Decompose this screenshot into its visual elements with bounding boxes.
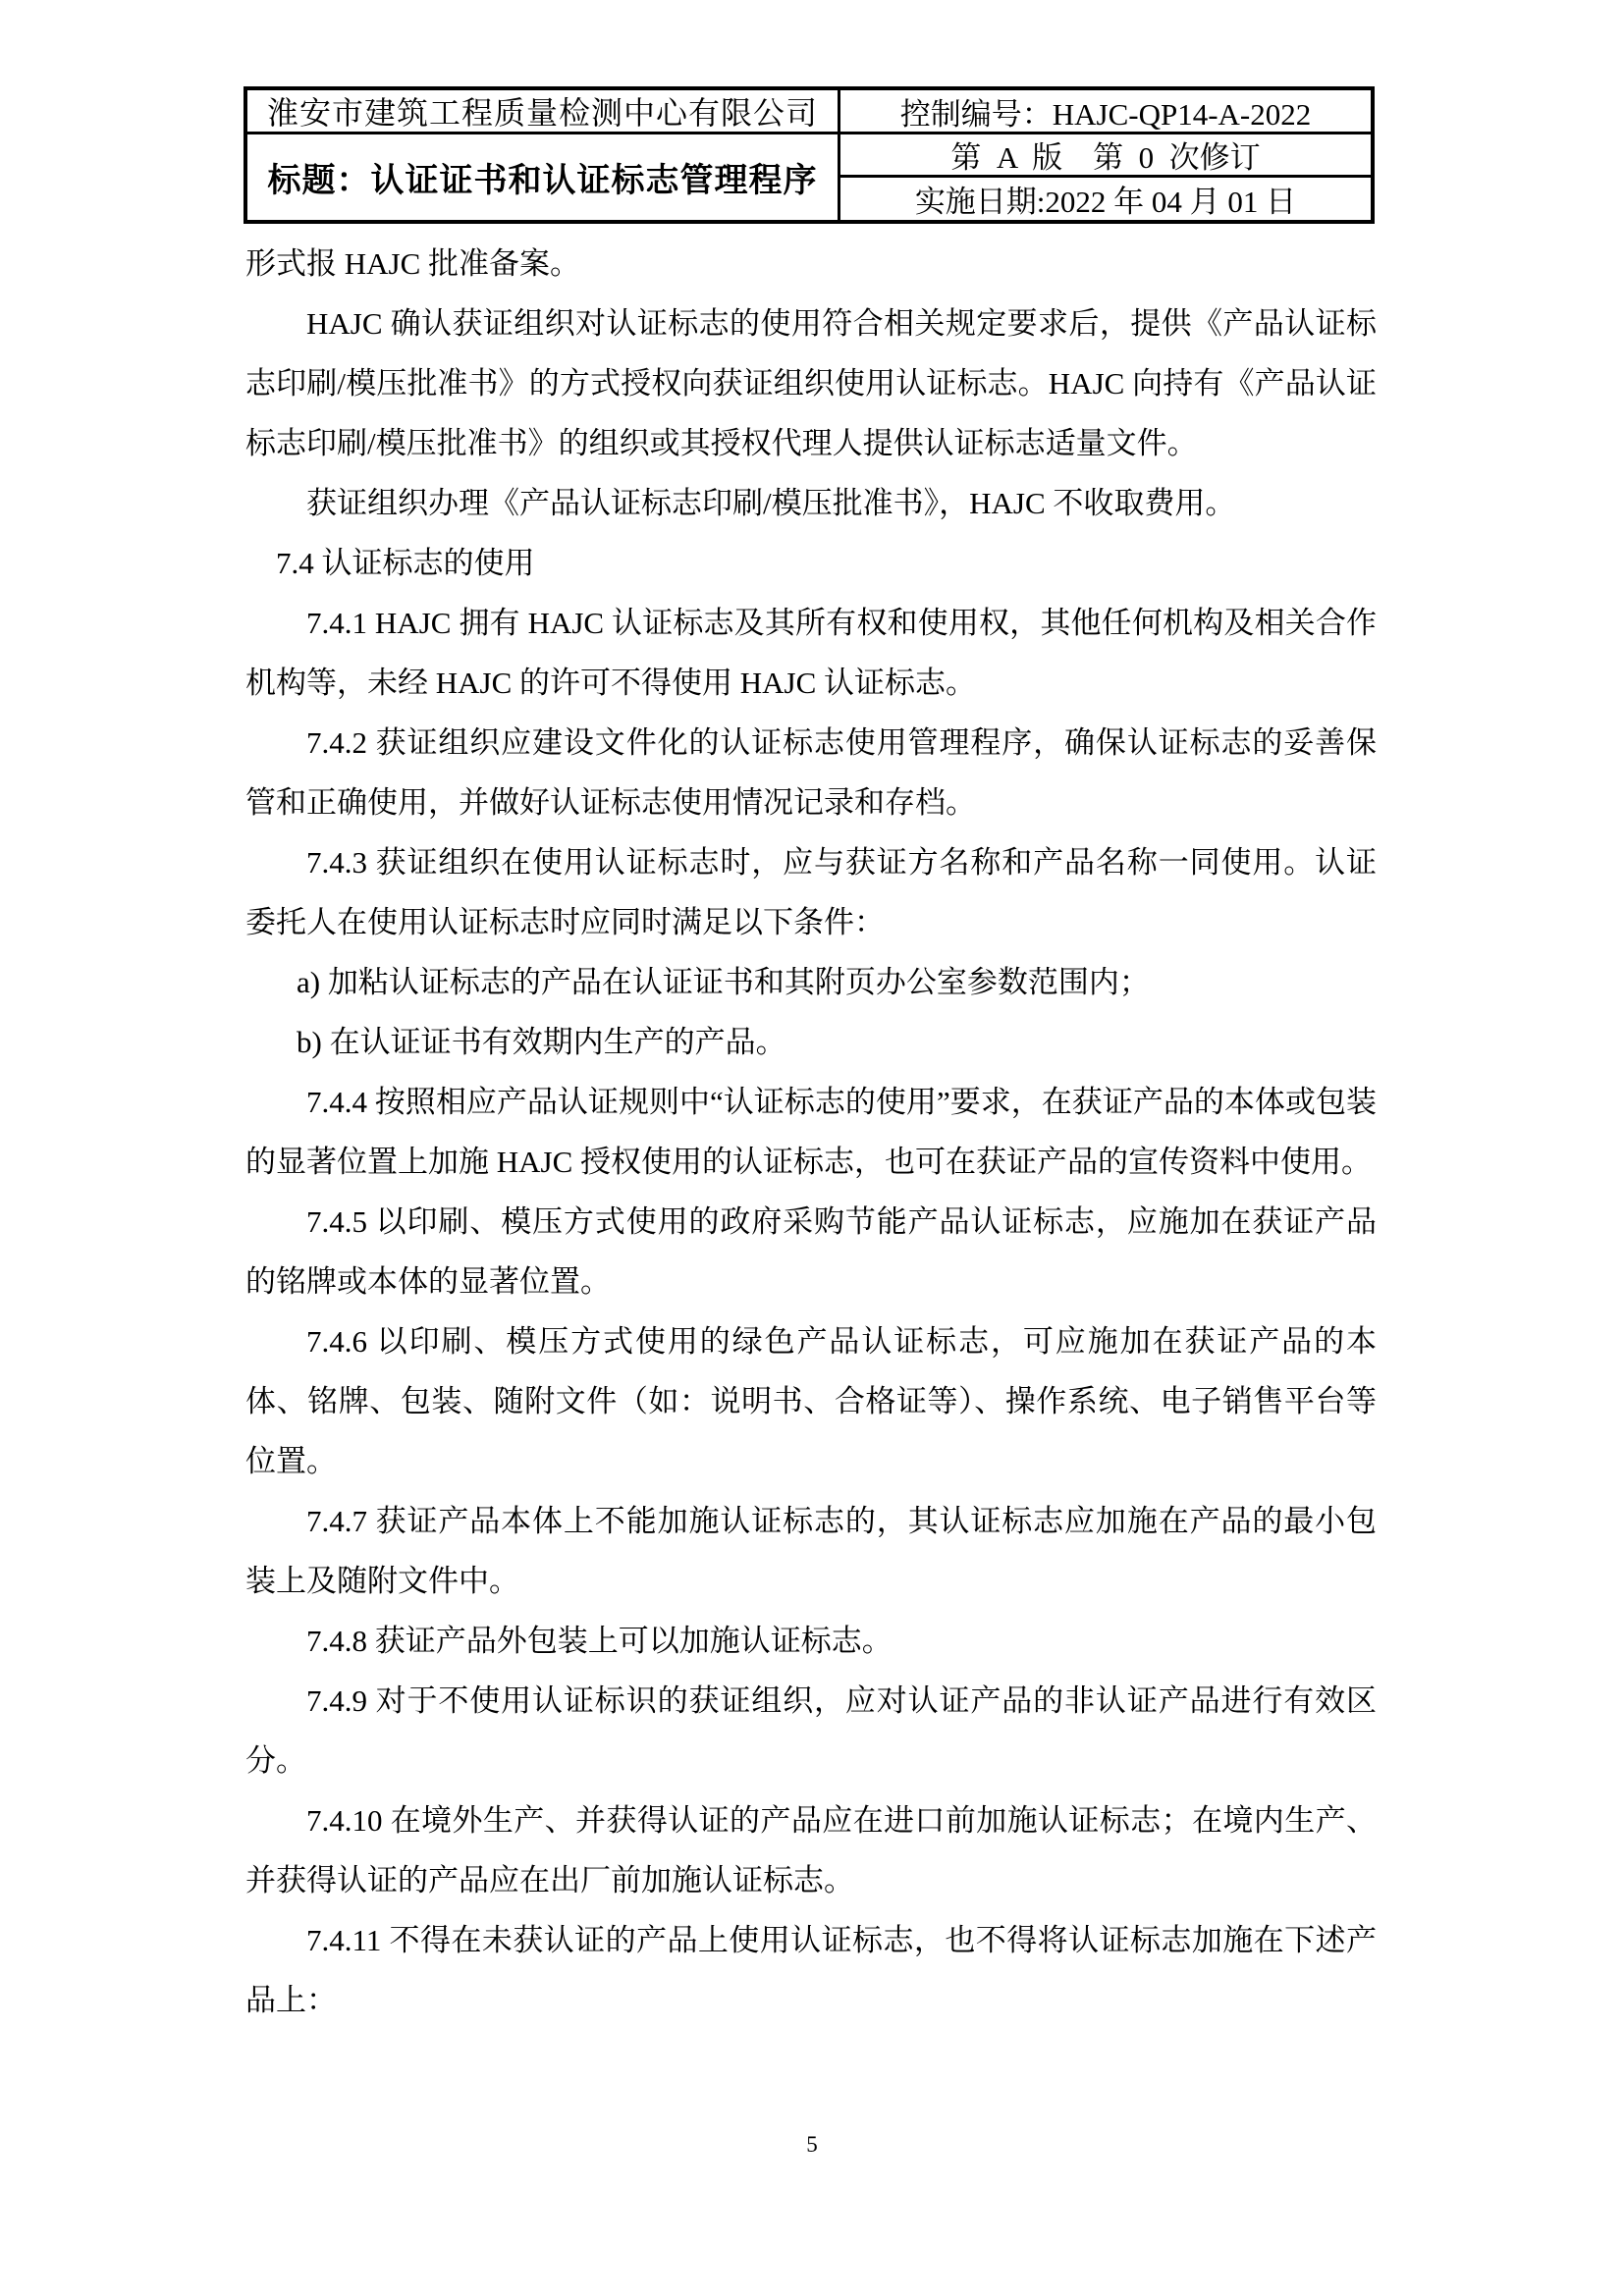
list-item: a) 加粘认证标志的产品在认证证书和其附页办公室参数范围内； bbox=[297, 965, 1150, 999]
page-number: 5 bbox=[806, 2132, 818, 2157]
paragraph: HAJC 确认获证组织对认证标志的使用符合相关规定要求后，提供《产品认证标志印刷/模压批准书》的方式授权向获证组织使用认证标志。HAJC 向持有《产品认证标志印刷/模压批准书》的组织或其授权代理人提供认证标志适量文件。 bbox=[245, 306, 1377, 460]
paragraph: 7.4.4 按照相应产品认证规则中“认证标志的使用”要求，在获证产品的本体或包装的显著位置上加施 HAJC 授权使用的认证标志，也可在获证产品的宣传资料中使用。 bbox=[245, 1085, 1377, 1179]
version-revision: 第 A 版 第 0 次修订 bbox=[840, 132, 1371, 175]
paragraph: 形式报 HAJC 批准备案。 bbox=[245, 246, 581, 281]
paragraph: 7.4.3 获证组织在使用认证标志时，应与获证方名称和产品名称一同使用。认证委托人在使用认证标志时应同时满足以下条件： bbox=[245, 845, 1377, 939]
control-number: 控制编号：HAJC-QP14-A-2022 bbox=[899, 96, 1312, 132]
paragraph: 7.4.9 对于不使用认证标识的获证组织，应对认证产品的非认证产品进行有效区分。 bbox=[245, 1683, 1377, 1778]
document-body bbox=[245, 234, 1377, 2030]
paragraph: 7.4.1 HAJC 拥有 HAJC 认证标志及其所有权和使用权，其他任何机构及相关合作机构等，未经 HAJC 的许可不得使用 HAJC 认证标志。 bbox=[245, 606, 1377, 700]
section-heading: 7.4 认证标志的使用 bbox=[276, 546, 535, 580]
paragraph: 7.4.5 以印刷、模压方式使用的政府采购节能产品认证标志，应施加在获证产品的铭牌或本体的显著位置。 bbox=[245, 1204, 1377, 1299]
paragraph: 7.4.10 在境外生产、并获得认证的产品应在进口前加施认证标志；在境内生产、并获得认证的产品应在出厂前加施认证标志。 bbox=[245, 1803, 1377, 1897]
list-item: b) 在认证证书有效期内生产的产品。 bbox=[297, 1025, 786, 1059]
header-table bbox=[244, 86, 1375, 224]
company-name: 淮安市建筑工程质量检测中心有限公司 bbox=[247, 90, 840, 132]
paragraph: 7.4.2 获证组织应建设文件化的认证标志使用管理程序，确保认证标志的妥善保管和正确使用，并做好认证标志使用情况记录和存档。 bbox=[245, 725, 1377, 820]
paragraph: 获证组织办理《产品认证标志印刷/模压批准书》，HAJC 不收取费用。 bbox=[306, 486, 1236, 520]
paragraph: 7.4.8 获证产品外包装上可以加施认证标志。 bbox=[306, 1624, 893, 1658]
paragraph: 7.4.6 以印刷、模压方式使用的绿色产品认证标志，可应施加在获证产品的本体、铭牌、包装、随附文件（如：说明书、合格证等）、操作系统、电子销售平台等位置。 bbox=[245, 1324, 1377, 1478]
paragraph: 7.4.11 不得在未获认证的产品上使用认证标志，也不得将认证标志加施在下述产品上： bbox=[245, 1923, 1377, 2017]
implementation-date: 实施日期:2022 年 04 月 01 日 bbox=[840, 175, 1371, 220]
paragraph: 7.4.7 获证产品本体上不能加施认证标志的，其认证标志应加施在产品的最小包装上及随附文件中。 bbox=[245, 1504, 1377, 1598]
document-title: 标题：认证证书和认证标志管理程序 bbox=[247, 132, 840, 220]
